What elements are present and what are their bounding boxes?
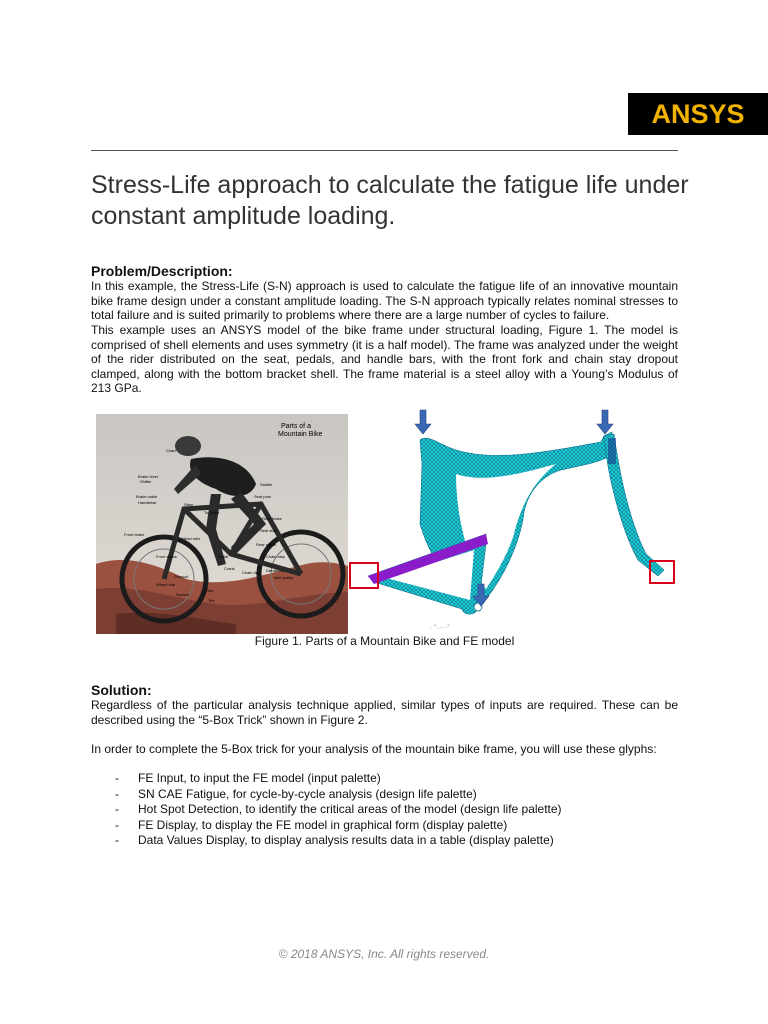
svg-text:Shifter: Shifter xyxy=(140,479,152,484)
svg-text:Dropout: Dropout xyxy=(174,574,189,579)
svg-text:Idler pulley: Idler pulley xyxy=(274,575,294,580)
problem-heading: Problem/Description: xyxy=(91,263,233,279)
svg-text:Handlebar: Handlebar xyxy=(138,500,157,505)
svg-text:Rear shock: Rear shock xyxy=(256,542,277,547)
svg-text:Chain ring: Chain ring xyxy=(242,570,261,575)
list-item: - FE Display, to display the FE model in graphical form (display palette) xyxy=(115,817,508,832)
ansys-logo: ANSYS xyxy=(628,93,768,135)
solution-paragraph-2: In order to complete the 5-Box trick for your analysis of the mountain bike frame, you will use these glyphs: xyxy=(91,742,657,756)
svg-text:Head tube: Head tube xyxy=(182,536,201,541)
svg-text:Pedal: Pedal xyxy=(218,554,229,559)
svg-text:Chain stay: Chain stay xyxy=(266,554,285,559)
problem-paragraph-1: In this example, the Stress-Life (S-N) approach is used to calculate the fatigue life of an innovative mountain bike frame design under a constant amplitude loading. The S-N approach typically relates nominal stresses to total failure and is suited primarily to problems where there are a large number of cycles to failure. xyxy=(91,279,678,323)
page-title: Stress-Life approach to calculate the fatigue life under constant amplitude loading. xyxy=(91,171,689,230)
photo-title-line1: Parts of a xyxy=(281,423,311,430)
svg-text:Derailleur: Derailleur xyxy=(266,568,284,573)
solution-heading: Solution: xyxy=(91,682,152,698)
svg-text:Front brake: Front brake xyxy=(124,532,145,537)
mountain-bike-photo xyxy=(96,414,348,634)
glyph-list xyxy=(91,771,562,849)
svg-text:Saddle: Saddle xyxy=(260,482,273,487)
svg-text:Rim: Rim xyxy=(206,588,214,593)
load-arrow-seat xyxy=(415,410,431,434)
svg-text:Crank: Crank xyxy=(224,566,235,571)
svg-text:Rear brake: Rear brake xyxy=(262,516,282,521)
svg-text:Seat stay: Seat stay xyxy=(260,528,277,533)
load-arrow-handlebar xyxy=(597,410,613,434)
photo-title-line2: Mountain Bike xyxy=(278,431,323,438)
copyright-footer: © 2018 ANSYS, Inc. All rights reserved. xyxy=(278,947,490,961)
header-rule xyxy=(91,150,678,151)
svg-text:Chart: Chart xyxy=(166,448,176,453)
list-item: - FE Input, to input the FE model (input palette) xyxy=(115,771,381,785)
svg-text:Spokes: Spokes xyxy=(176,592,190,597)
solution-paragraph-1: Regardless of the particular analysis technique applied, similar types of inputs are required. These can be described using the “5-Box Trick” shown in Figure 2. xyxy=(91,698,678,727)
fe-model-figure xyxy=(346,404,688,636)
list-item: - Data Values Display, to display analysis results data in a table (display palette) xyxy=(115,833,554,847)
list-item: - Hot Spot Detection, to identify the critical areas of the model (design life palette) xyxy=(115,802,562,816)
svg-text:Brake cable: Brake cable xyxy=(136,494,158,499)
problem-paragraph-2: This example uses an ANSYS model of the bike frame under structural loading, Figure 1. The model is comprised of shell elements and uses symmetry (it is a half model). The frame was analyzed under the weight of the rider distributed on the seat, pedals, and handle bars, with the front fork and chain stay dropout clamped, along with the bottom bracket shell. The frame material is a steel alloy with a Young’s Modulus of 213 GPa. xyxy=(91,323,678,396)
svg-text:Tire: Tire xyxy=(208,598,215,603)
figure-caption: Figure 1. Parts of a Mountain Bike and FE model xyxy=(254,634,515,648)
svg-text:· "·.····": · "·.····" xyxy=(430,625,450,631)
svg-text:Front shock: Front shock xyxy=(156,554,177,559)
svg-text:Top tube: Top tube xyxy=(204,510,220,515)
svg-text:Seat post: Seat post xyxy=(254,494,271,499)
svg-text:Stem: Stem xyxy=(184,502,194,507)
svg-text:Brake lever: Brake lever xyxy=(138,474,159,479)
list-item: - SN CAE Fatigue, for cycle-by-cycle analysis (design life palette) xyxy=(115,786,477,801)
svg-text:Wheel hub: Wheel hub xyxy=(156,582,176,587)
